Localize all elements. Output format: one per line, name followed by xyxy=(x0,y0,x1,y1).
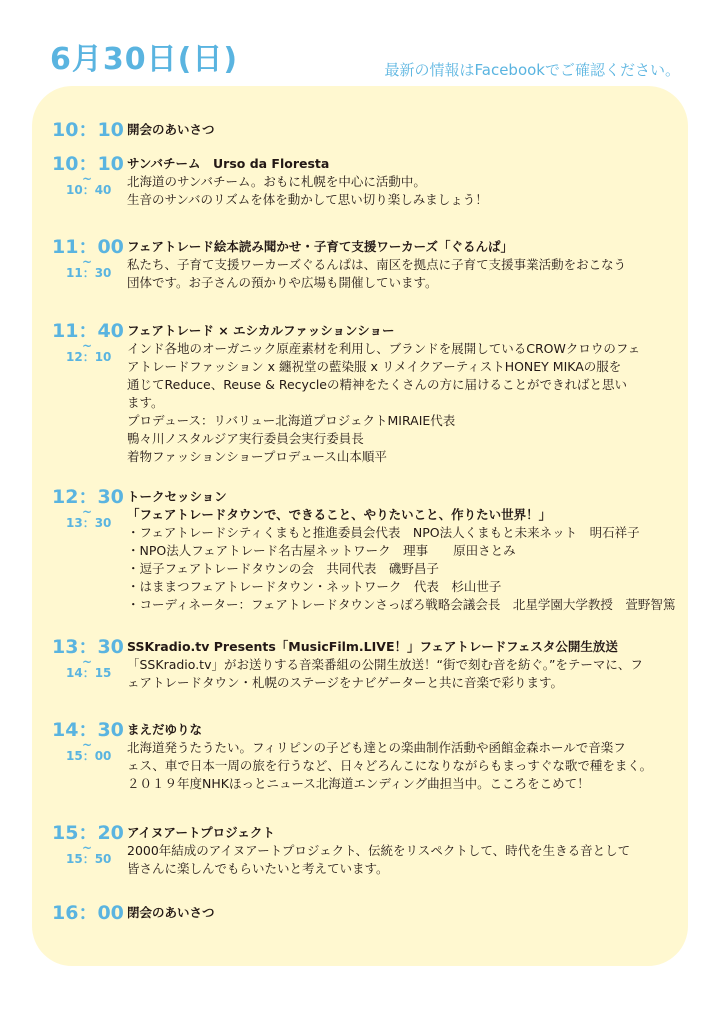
item-body xyxy=(127,721,687,793)
description-line: プロデュース：リバリュー北海道プロジェクトMIRAIE代表 xyxy=(127,413,456,428)
description-line: ェアトレードタウン・札幌のステージをナビゲーターと共に音楽で彩ります。 xyxy=(127,675,564,690)
range-tilde: ~ xyxy=(82,505,93,519)
end-time: 15：00 xyxy=(66,749,112,763)
item-title: SSKradio.tv Presents「MusicFilm.LIVE！」フェアトレードフェスタ公開生放送 xyxy=(127,639,618,654)
start-time: 10：10 xyxy=(52,153,124,175)
item-body xyxy=(127,121,687,139)
end-time: 14：15 xyxy=(66,666,112,680)
description-line: アトレードファッション x 纏祝堂の藍染服 x リメイクアーティストHONEY MIKAの服を xyxy=(127,359,622,374)
description-line: 北海道発うたうたい。フィリピンの子ども達との楽曲制作活動や函館金森ホールで音楽フ xyxy=(127,740,626,755)
item-title: 閉会のあいさつ xyxy=(127,905,215,920)
item-title: まえだゆりな xyxy=(127,722,203,737)
start-time: 12：30 xyxy=(52,486,124,508)
item-title: アイヌアートプロジェクト xyxy=(127,825,275,840)
time-range xyxy=(52,636,126,680)
time-range xyxy=(52,236,126,280)
description-line: 北海道のサンバチーム。おもに札幌を中心に活動中。 xyxy=(127,174,426,189)
time-range xyxy=(52,153,126,197)
range-tilde: ~ xyxy=(82,255,93,269)
item-subtitle: 「フェアトレードタウンで、できること、やりたいこと、作りたい世界！」 xyxy=(127,507,552,522)
time-range xyxy=(52,320,126,364)
item-title: トークセッション xyxy=(127,489,227,504)
description-line: ・逗子フェアトレードタウンの会 共同代表 磯野昌子 xyxy=(127,561,439,576)
description-line: ます。 xyxy=(127,395,164,410)
end-time: 10：40 xyxy=(66,183,112,197)
range-tilde: ~ xyxy=(82,339,93,353)
range-tilde: ~ xyxy=(82,738,93,752)
start-time: 11：00 xyxy=(52,236,124,258)
description-line: ・NPO法人フェアトレード名古屋ネットワーク 理事 原田さとみ xyxy=(127,543,516,558)
description-line: 着物ファッションショープロデュース山本順平 xyxy=(127,449,387,464)
facebook-notice: 最新の情報はFacebookでご確認ください。 xyxy=(384,61,680,79)
description-line: ェス、車で日本一周の旅を行うなど、日々どろんこになりながらもまっすぐな歌で種をまく。 xyxy=(127,758,653,773)
end-time: 11：30 xyxy=(66,266,112,280)
time-range xyxy=(52,719,126,763)
range-tilde: ~ xyxy=(82,172,93,186)
item-title: フェアトレード絵本読み聞かせ・子育て支援ワーカーズ「ぐるんぱ」 xyxy=(127,239,514,254)
time-range xyxy=(52,902,126,924)
item-body xyxy=(127,638,687,692)
range-tilde: ~ xyxy=(82,841,93,855)
item-body xyxy=(127,904,687,922)
start-time: 16：00 xyxy=(52,902,124,924)
start-time: 14：30 xyxy=(52,719,124,741)
end-time: 15：50 xyxy=(66,852,112,866)
description-line: 通じてReduce、Reuse & Recycleの精神をたくさんの方に届けることができればと思い xyxy=(127,377,627,392)
item-body xyxy=(127,488,687,614)
item-title: フェアトレード × エシカルファッションショー xyxy=(127,323,395,338)
time-range xyxy=(52,822,126,866)
description-line: ２０１９年度NHKほっとニュース北海道エンディング曲担当中。こころをこめて！ xyxy=(127,776,590,791)
start-time: 11：40 xyxy=(52,320,124,342)
description-line: インド各地のオーガニック原産素材を利用し、ブランドを展開しているCROWクロウのフェ xyxy=(127,341,641,356)
item-body xyxy=(127,824,687,878)
start-time: 10：10 xyxy=(52,119,124,141)
description-line: ・コーディネーター：フェアトレードタウンさっぽろ戦略会議会長 北星学園大学教授 萱野智篤 xyxy=(127,597,676,612)
description-line: 生音のサンバのリズムを体を動かして思い切り楽しみましょう！ xyxy=(127,192,488,207)
item-body xyxy=(127,238,687,292)
description-line: 2000年結成のアイヌアートプロジェクト、伝統をリスペクトして、時代を生きる音として xyxy=(127,843,631,858)
description-line: 団体です。お子さんの預かりや広場も開催しています。 xyxy=(127,275,438,290)
time-range xyxy=(52,119,126,141)
page-date: 6月30日(日) xyxy=(50,42,239,77)
item-body xyxy=(127,155,687,209)
item-title: 開会のあいさつ xyxy=(127,122,215,137)
description-line: ・フェアトレードシティくまもと推進委員会代表 NPO法人くまもと未来ネット 明石祥子 xyxy=(127,525,640,540)
description-line: 「SSKradio.tv」がお送りする音楽番組の公開生放送！“街で刻む音を紡ぐ。”をテーマに、フ xyxy=(127,657,643,672)
end-time: 13：30 xyxy=(66,516,112,530)
start-time: 13：30 xyxy=(52,636,124,658)
item-title: サンバチーム Urso da Floresta xyxy=(127,156,330,171)
item-body xyxy=(127,322,687,466)
description-line: 私たち、子育て支援ワーカーズぐるんぱは、南区を拠点に子育て支援事業活動をおこなう xyxy=(127,257,627,272)
description-line: 鴨々川ノスタルジア実行委員会実行委員長 xyxy=(127,431,364,446)
description-line: 皆さんに楽しんでもらいたいと考えています。 xyxy=(127,861,389,876)
end-time: 12：10 xyxy=(66,350,112,364)
time-range xyxy=(52,486,126,530)
range-tilde: ~ xyxy=(82,655,93,669)
start-time: 15：20 xyxy=(52,822,124,844)
description-line: ・はままつフェアトレードタウン・ネットワーク 代表 杉山世子 xyxy=(127,579,502,594)
